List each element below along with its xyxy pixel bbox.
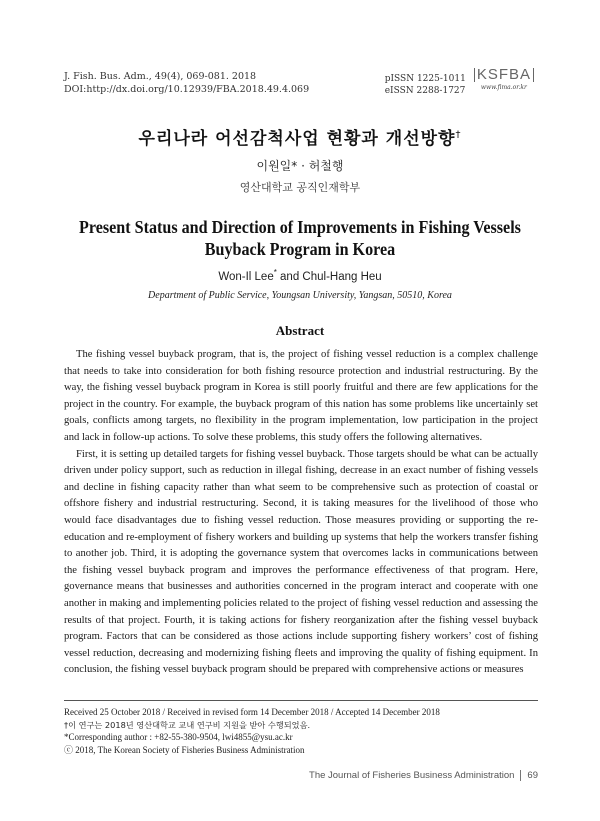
abstract-paragraph: First, it is setting up detailed targets for fishing vessel buyback. Those targets should be what can be actually driven under policy support, such as reduction in illegal fishing, decrease in an exact number of fishing vessels and decline in fishing capacity rather than what seem to be comprehensive such as protection of coastal or offshore fishery and industrial restructuring. Second, it is taking measures for the livelihood of those who would face disadvantages due to fishing vessel reduction. Those measures providing or supporting the re-education and re-employment of fishery workers and building up systems that help the workers transfer fishing to another job. Third, it is adopting the governance system that overcomes lacks in communications between the fishing vessel buyback program and improves the performance effectiveness of that program. Here, governance means that businesses and authorities concerned in the program interact and cooperate with one another in making and implementing policies related to the project of fishing vessel reduction and assessing the results of that project. Fourth, it is taking actions for fishery reorganization after the fishing vessel buyback program. Factors that can be considered as those actions include supporting fishery workers’ cost of fishing vessel reduction, decreasing and modernizing fishing fleets and improving the quality of fishing equipment. In conclusion, the fishing vessel buyback program should be prepared with comprehensive actions or measures bbox=[64, 448, 538, 676]
received-dates: Received 25 October 2018 / Received in revised form 14 December 2018 / Accepted 14 December 2018 bbox=[64, 707, 440, 717]
logo-url[interactable]: www.fima.or.kr bbox=[480, 84, 527, 91]
ksfba-logo bbox=[472, 66, 536, 91]
copyright: ⓒ 2018, The Korean Society of Fisheries Business Administration bbox=[64, 744, 305, 755]
korean-authors: 이원일* · 허철행 bbox=[256, 159, 344, 173]
issn-block bbox=[385, 66, 536, 97]
corresponding-author: *Corresponding author : +82-55-380-9504, lwi4855@ysu.ac.kr bbox=[64, 732, 293, 743]
english-affiliation: Department of Public Service, Youngsan University, Yangsan, 50510, Korea bbox=[148, 290, 452, 301]
english-authors bbox=[0, 268, 600, 283]
logo-bar-icon bbox=[474, 68, 475, 82]
author-1: Won-Il Lee bbox=[218, 270, 274, 283]
footnote-divider bbox=[64, 700, 538, 701]
page-number: 69 bbox=[527, 770, 538, 781]
english-title-line1: Present Status and Direction of Improvements in Fishing Vessels bbox=[79, 217, 521, 237]
korean-affiliation: 영산대학교 공직인재학부 bbox=[239, 181, 361, 194]
doi-link[interactable]: DOI:http://dx.doi.org/10.12939/FBA.2018.49.4.069 bbox=[64, 84, 310, 95]
title-footnote-mark: † bbox=[455, 129, 462, 141]
abstract-paragraph: The fishing vessel buyback program, that is, the project of fishing vessel reduction is a complex challenge that needs to take into consideration for both fishing resource protection and industrial restructuring. By the way, the fishing vessel buyback program in Korea is still poorly fruitful and there are few applications for the project in the country. For example, the buyback program of this nation has some problems like uncertainly set goals, conflicts among targets, no flexibility in the program implementation, low participation in the project and lack in follow-up actions. To solve these problems, this study offers the following alternatives. bbox=[64, 349, 538, 443]
footnotes bbox=[64, 706, 538, 756]
footer-separator bbox=[520, 770, 521, 781]
journal-name: The Journal of Fisheries Business Administration bbox=[309, 770, 515, 781]
eissn: eISSN 2288-1727 bbox=[384, 86, 466, 96]
corresponding-mark: * bbox=[273, 268, 277, 277]
logo-text: KSFBA bbox=[476, 66, 531, 83]
korean-title bbox=[0, 124, 600, 149]
english-title-line2: Buyback Program in Korea bbox=[204, 239, 396, 259]
author-separator: and bbox=[276, 270, 303, 283]
author-2: Chul-Hang Heu bbox=[302, 270, 382, 283]
english-title bbox=[61, 216, 539, 260]
logo-bar-icon bbox=[533, 68, 534, 82]
journal-header bbox=[64, 70, 309, 96]
pissn: pISSN 1225-1011 bbox=[384, 74, 466, 84]
page-footer bbox=[309, 770, 538, 781]
abstract-body bbox=[64, 347, 538, 679]
korean-title-text: 우리나라 어선감척사업 현황과 개선방향 bbox=[138, 129, 456, 149]
abstract-heading: Abstract bbox=[275, 323, 325, 338]
citation: J. Fish. Bus. Adm., 49(4), 069-081. 2018 bbox=[64, 71, 257, 82]
funding-note: †이 연구는 2018년 영산대학교 교내 연구비 지원을 받아 수행되었음. bbox=[64, 719, 311, 730]
